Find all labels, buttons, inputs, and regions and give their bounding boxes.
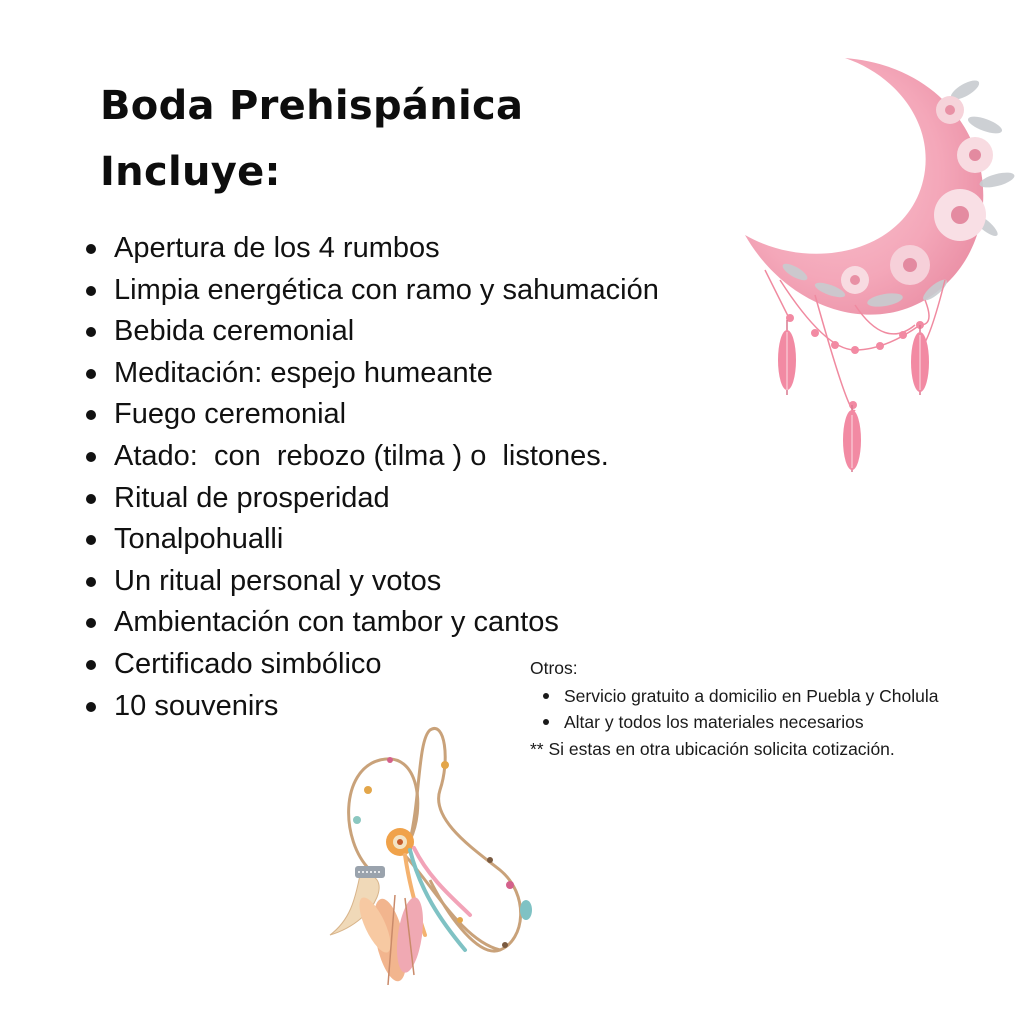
list-item: Tonalpohualli	[84, 519, 659, 561]
list-item: Fuego ceremonial	[84, 394, 659, 436]
list-item: Ritual de prosperidad	[84, 478, 659, 520]
list-item: Apertura de los 4 rumbos	[84, 228, 659, 270]
feather-center	[843, 405, 861, 472]
list-item: Meditación: espejo humeante	[84, 353, 659, 395]
otros-title: Otros:	[530, 658, 578, 678]
list-item: Bebida ceremonial	[84, 311, 659, 353]
feather-ornament-illustration	[300, 720, 550, 995]
otros-section	[530, 656, 1010, 763]
otros-note: ** Si estas en otra ubicación solicita cotización.	[530, 739, 895, 759]
otros-list	[530, 683, 1010, 735]
list-item: Ambientación con tambor y cantos	[84, 602, 659, 644]
feather-right	[911, 325, 929, 395]
otros-item: Servicio gratuito a domicilio en Puebla y Cholula	[530, 683, 984, 709]
feather-left	[778, 320, 796, 395]
otros-item: Altar y todos los materiales necesarios	[530, 709, 984, 735]
page-title: Boda Prehispánica	[100, 83, 524, 129]
list-item: Atado: con rebozo (tilma ) o listones.	[84, 436, 659, 478]
list-item: 10 souvenirs	[84, 686, 659, 728]
list-item: Certificado simbólico	[84, 644, 659, 686]
list-item: Limpia energética con ramo y sahumación	[84, 270, 659, 312]
includes-list	[84, 228, 659, 727]
moon-dreamcatcher-illustration	[735, 50, 1015, 480]
beads	[786, 314, 924, 409]
includes-heading: Incluye:	[100, 149, 281, 195]
feathers	[353, 894, 427, 985]
list-item: Un ritual personal y votos	[84, 561, 659, 603]
